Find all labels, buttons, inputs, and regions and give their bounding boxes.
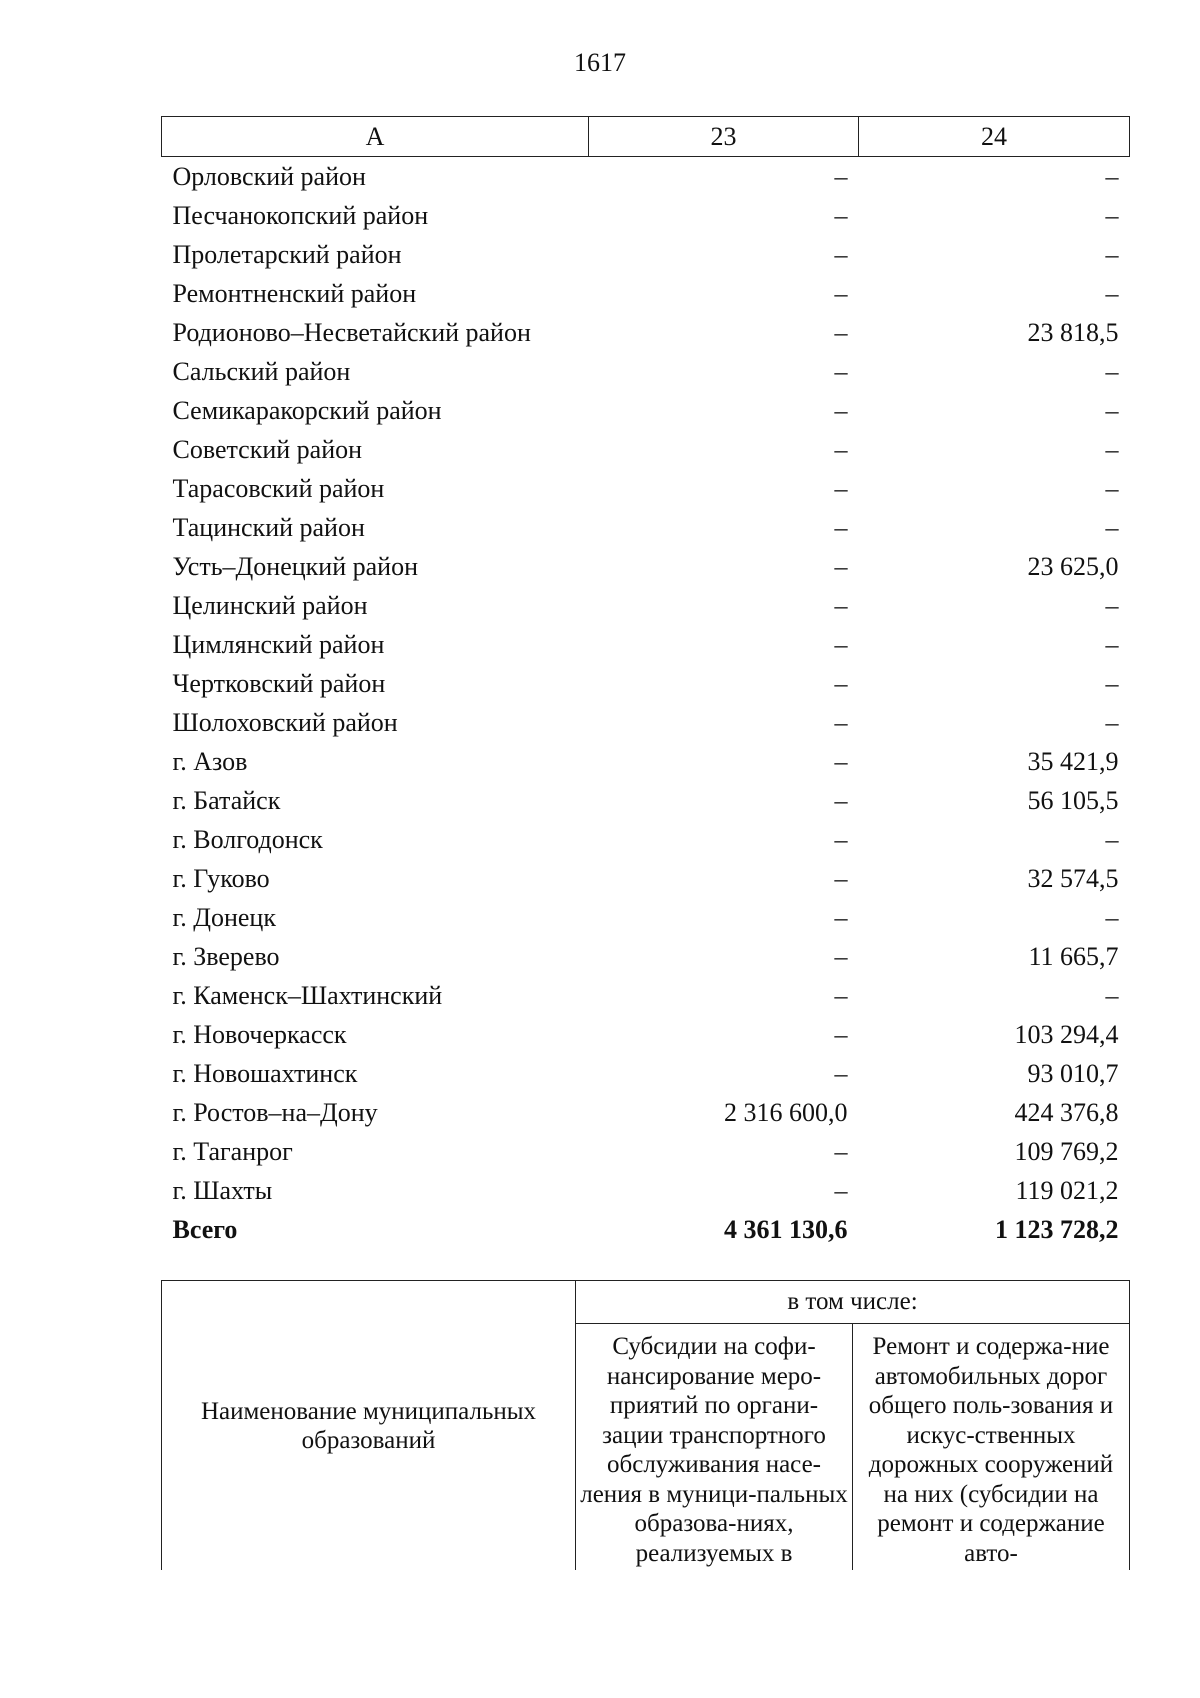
municipality-name: г. Таганрог: [172, 1136, 293, 1166]
table-row: [162, 391, 1130, 430]
value-col-23: –: [834, 785, 848, 815]
value-col-24: 109 769,2: [1014, 1136, 1119, 1166]
municipality-name: Тацинский район: [172, 512, 365, 542]
value-col-24: 56 105,5: [1027, 785, 1119, 815]
header-col-23: 23: [589, 117, 859, 157]
table-row: [162, 937, 1130, 976]
total-col-24: 1 123 728,2: [995, 1215, 1119, 1244]
municipality-name: Семикаракорский район: [172, 395, 442, 425]
value-col-24: –: [1105, 902, 1119, 932]
municipality-name: г. Новошахтинск: [172, 1058, 358, 1088]
table-row: [162, 898, 1130, 937]
value-col-24: –: [1105, 356, 1119, 386]
value-col-23: –: [834, 902, 848, 932]
page-number: 1617: [574, 48, 626, 77]
municipality-name: Чертковский район: [172, 668, 386, 698]
table-row: [162, 508, 1130, 547]
municipality-name: Песчанокопский район: [172, 200, 429, 230]
value-col-24: –: [1105, 200, 1119, 230]
value-col-23: –: [834, 356, 848, 386]
municipality-name: г. Донецк: [172, 902, 276, 932]
value-col-23: –: [834, 434, 848, 464]
value-col-24: –: [1105, 161, 1119, 191]
value-col-23: –: [834, 512, 848, 542]
table-row: [162, 781, 1130, 820]
header-col-a: А: [162, 117, 589, 157]
municipality-name: г. Зверево: [172, 941, 280, 971]
value-col-24: –: [1105, 668, 1119, 698]
table-row: [162, 859, 1130, 898]
value-col-24: 35 421,9: [1027, 746, 1119, 776]
municipality-name: Пролетарский район: [172, 239, 402, 269]
value-col-24: 103 294,4: [1014, 1019, 1119, 1049]
table-row: [162, 274, 1130, 313]
municipality-name: г. Гуково: [172, 863, 270, 893]
value-col-23: –: [834, 1136, 848, 1166]
total-col-23: 4 361 130,6: [724, 1215, 848, 1244]
table-row: [162, 1171, 1130, 1210]
value-col-24: –: [1105, 395, 1119, 425]
municipality-name: Усть–Донецкий район: [172, 551, 418, 581]
value-col-23: –: [834, 629, 848, 659]
table-row: [162, 1093, 1130, 1132]
value-col-23: –: [834, 1019, 848, 1049]
municipality-name: г. Азов: [172, 746, 248, 776]
value-col-24: –: [1105, 824, 1119, 854]
value-col-23: –: [834, 863, 848, 893]
municipality-name: г. Шахты: [172, 1175, 273, 1205]
table-row: [162, 235, 1130, 274]
allocation-table: [161, 116, 1130, 1250]
subsidy-transport-header: Субсидии на софи-нансирование меро-приятий по органи-зации транспортного обслуживания насе-ления в муници-пальных образова-ниях, реализуемых в: [576, 1324, 853, 1571]
value-col-23: –: [834, 590, 848, 620]
value-col-23: –: [834, 824, 848, 854]
table-row: [162, 352, 1130, 391]
value-col-24: 119 021,2: [1015, 1175, 1119, 1205]
value-col-24: 32 574,5: [1027, 863, 1119, 893]
value-col-24: –: [1105, 512, 1119, 542]
table-row: [162, 1015, 1130, 1054]
municipality-name: Родионово–Несветайский район: [172, 317, 531, 347]
table-row: [162, 820, 1130, 859]
value-col-24: 93 010,7: [1027, 1058, 1119, 1088]
value-col-24: –: [1105, 434, 1119, 464]
value-col-23: –: [834, 1058, 848, 1088]
municipality-name: Тарасовский район: [172, 473, 385, 503]
table-row: [162, 976, 1130, 1015]
table-row: [162, 703, 1130, 742]
value-col-24: –: [1105, 473, 1119, 503]
value-col-23: –: [834, 317, 848, 347]
total-label: Всего: [172, 1215, 238, 1244]
municipality-name: г. Каменск–Шахтинский: [172, 980, 443, 1010]
table-header-row: [162, 117, 1130, 157]
municipality-name: Ремонтненский район: [172, 278, 417, 308]
value-col-23: –: [834, 746, 848, 776]
value-col-24: –: [1105, 590, 1119, 620]
including-header: в том числе:: [576, 1281, 1130, 1324]
table-row: [162, 157, 1130, 197]
header-col-24: 24: [859, 117, 1130, 157]
value-col-23: –: [834, 473, 848, 503]
municipality-name: Целинский район: [172, 590, 368, 620]
table-row: [162, 313, 1130, 352]
value-col-24: 23 818,5: [1027, 317, 1119, 347]
municipality-name: г. Волгодонск: [172, 824, 323, 854]
value-col-23: –: [834, 395, 848, 425]
municipality-name: г. Ростов–на–Дону: [172, 1097, 378, 1127]
municipality-name: Шолоховский район: [172, 707, 398, 737]
table-row: [162, 430, 1130, 469]
table-row: [162, 586, 1130, 625]
table-row: [162, 469, 1130, 508]
table-row: [162, 742, 1130, 781]
value-col-24: –: [1105, 239, 1119, 269]
value-col-24: –: [1105, 278, 1119, 308]
municipality-name: Орловский район: [172, 161, 366, 191]
value-col-23: –: [834, 161, 848, 191]
table-row: [162, 1132, 1130, 1171]
municipality-name: Советский район: [172, 434, 363, 464]
value-col-24: 23 625,0: [1027, 551, 1119, 581]
municipality-name: г. Новочеркасск: [172, 1019, 347, 1049]
value-col-23: –: [834, 551, 848, 581]
value-col-24: 11 665,7: [1028, 941, 1119, 971]
municipality-name: Цимлянский район: [172, 629, 385, 659]
value-col-24: 424 376,8: [1014, 1097, 1119, 1127]
table-row: [162, 625, 1130, 664]
table-row: [162, 664, 1130, 703]
continuation-table: [161, 1280, 1130, 1570]
value-col-23: –: [834, 200, 848, 230]
table-row: [162, 547, 1130, 586]
value-col-24: –: [1105, 980, 1119, 1010]
table-row: [162, 1054, 1130, 1093]
value-col-23: –: [834, 941, 848, 971]
value-col-23: –: [834, 278, 848, 308]
value-col-23: –: [834, 707, 848, 737]
municipality-name: Сальский район: [172, 356, 351, 386]
value-col-24: –: [1105, 629, 1119, 659]
value-col-23: –: [834, 239, 848, 269]
municipality-name-header: Наименование муниципальных образований: [162, 1281, 576, 1571]
value-col-23: 2 316 600,0: [724, 1097, 848, 1127]
value-col-23: –: [834, 1175, 848, 1205]
value-col-23: –: [834, 668, 848, 698]
road-repair-header: Ремонт и содержа-ние автомобильных дорог общего поль-зования и искус-ственных дорожных сооружений на них (субсидии на ремонт и содержание авто-: [853, 1324, 1130, 1571]
municipality-name: г. Батайск: [172, 785, 281, 815]
table-row: [162, 196, 1130, 235]
value-col-23: –: [834, 980, 848, 1010]
total-row: [162, 1210, 1130, 1250]
value-col-24: –: [1105, 707, 1119, 737]
